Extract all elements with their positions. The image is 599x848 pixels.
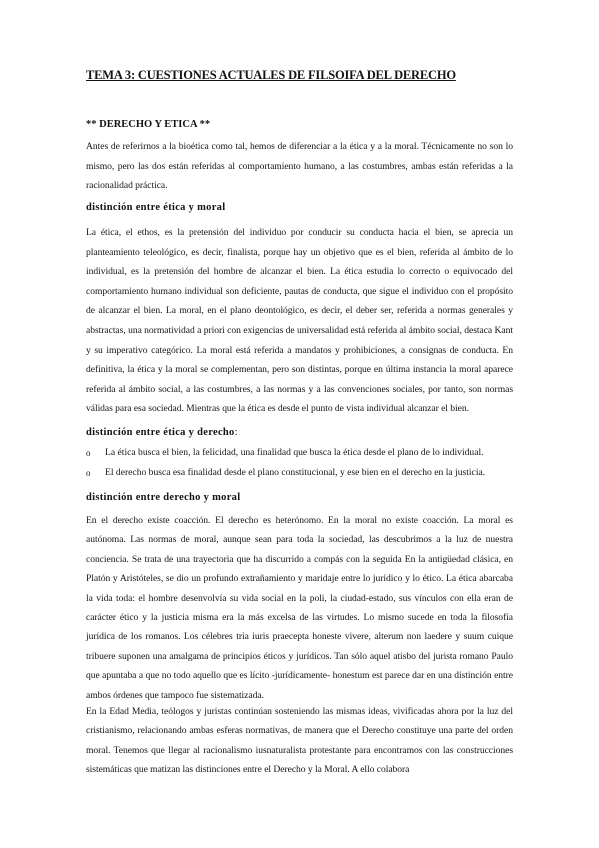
section-heading-etica-moral: distinción entre ética y moral: [86, 202, 226, 213]
document-title: TEMA 3: CUESTIONES ACTUALES DE FILSOIFA DEL DERECHO: [86, 68, 456, 82]
section-heading-etica-derecho: [86, 427, 238, 438]
section-heading-colon: :: [234, 427, 238, 438]
main-heading: ** DERECHO Y ETICA **: [86, 119, 211, 130]
section-heading-derecho-moral: distinción entre derecho y moral: [86, 492, 241, 503]
list-item: [86, 443, 513, 463]
list-item: [86, 463, 513, 483]
list-item-text: La ética busca el bien, la felicidad, una finalidad que busca la ética desde el plano de lo individual.: [105, 447, 484, 458]
intro-paragraph: Antes de referirnos a la bioética como tal, hemos de diferenciar a la ética y a la moral. Técnicamente no son lo mismo, pero las dos están referidas al comportamiento humano, a las costumbres, ambas están referidas a la racionalidad práctica.: [86, 141, 513, 192]
derecho-moral-paragraph: En el derecho existe coacción. El derecho es heterónomo. En la moral no existe coacción. La moral es autónoma. Las normas de moral, aunque sean para toda la sociedad, las descubrimos a la luz de nuestra conciencia. Se trata de una trayectoria que ha discurrido a compás con la seguida En la antigüedad clásica, en Platón y Aristóteles, se dio un profundo extrañamiento y maridaje entre lo jurídico y lo ético. La ética abarcaba la vida toda: el hombre desenvolvía su vida social en la poli, la ciudad-estado, sus vínculos con ella eran de carácter ético y la justicia misma era la más excelsa de las virtudes. Lo mismo sucede en toda la filosofía jurídica de los romanos. Los célebres tria iuris praecepta honeste vivere, alterum non laedere y suum cuique tribuere suponen una amalgama de principios éticos y jurídicos. Tan sólo aquel atisbo del jurista romano Paulo que apuntaba a que no todo aquello que es lícito -jurídicamente- honestum est parece dar en una distinción entre ambos órdenes que tampoco fue sistematizada.: [86, 515, 513, 701]
bullet-icon: o: [86, 448, 91, 458]
bullet-icon: o: [86, 468, 91, 478]
edad-media-paragraph: En la Edad Media, teólogos y juristas continúan sosteniendo las mismas ideas, vivificadas ahora por la luz del cristianismo, relacionando ambas esferas normativas, de manera que el Derecho constituye una parte del orden moral. Tenemos que llegar al racionalismo iusnaturalista protestante para encontramos con las construcciones sistemáticas que matizan las distinciones entre el Derecho y la Moral. A ello colabora: [86, 706, 513, 776]
etica-derecho-list: [86, 443, 513, 483]
list-item-text: El derecho busca esa finalidad desde el plano constitucional, y ese bien en el derecho en la justicia.: [105, 467, 486, 478]
section-heading-etica-derecho-text: distinción entre ética y derecho: [86, 427, 235, 438]
etica-moral-paragraph: La ética, el ethos, es la pretensión del individuo por conducir su conducta hacia el bien, se aprecia un planteamiento teleológico, es decir, finalista, porque hay un objetivo que es el bien, referida al ámbito de lo individual, es la pretensión del hombre de alcanzar el bien. La ética estudia lo correcto o equivocado del comportamiento humano individual son deficiente, pautas de conducta, que sigue el individuo con el propósito de alcanzar el bien. La moral, en el plano deontológico, es decir, el deber ser, referida a normas generales y abstractas, una normatividad a priori con exigencias de universalidad está referida al ámbito social, destaca Kant y su imperativo categórico. La moral está referida a mandatos y prohibiciones, a consignas de conducta. En definitiva, la ética y la moral se complementan, pero son distintas, porque en última instancia la moral aparece referida al ámbito social, a las costumbres, a las normas y a las convenciones sociales, por tanto, son normas válidas para esa sociedad. Mientras que la ética es desde el punto de vista individual alcanzar el bien.: [86, 227, 513, 415]
